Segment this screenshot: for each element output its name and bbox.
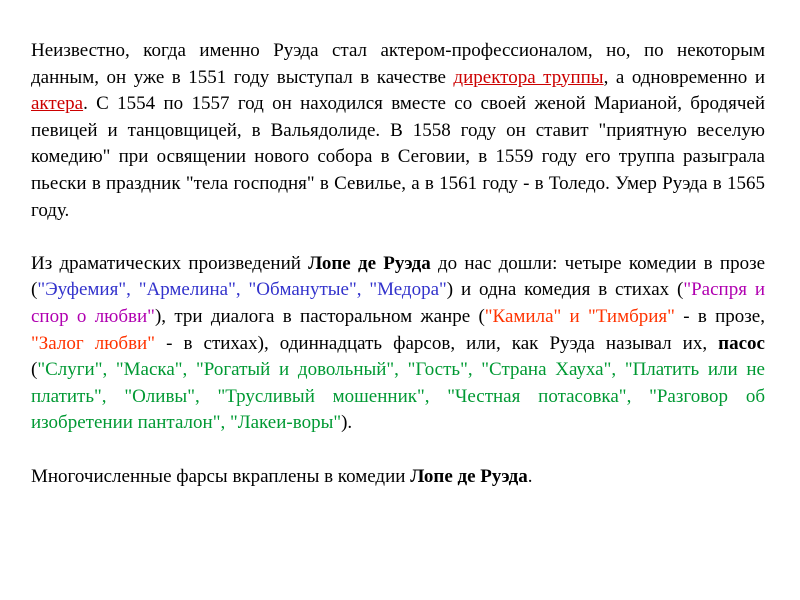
- paragraph-farces: [31, 464, 765, 491]
- works-text-1: Из драматических произведений: [31, 252, 309, 274]
- works-text-8: ).: [341, 412, 353, 434]
- slide-text-body: [31, 38, 765, 490]
- works-text-4: ), три диалога в пасторальном жанре (: [154, 305, 485, 327]
- biography-text-mid: , а одновременно и: [603, 66, 765, 88]
- works-text-7: (: [31, 359, 38, 381]
- prose-comedies-titles: "Эуфемия", "Армелина", "Обманутые", "Медора": [37, 279, 447, 301]
- works-text-6: - в стихах), одиннадцать фарсов, или, как Руэда называл их,: [154, 332, 719, 354]
- paragraph-gap: [31, 224, 765, 251]
- pastoral-prose-titles: "Камила" и "Тимбрия": [484, 305, 675, 327]
- farces-text-2: .: [527, 465, 533, 487]
- link-troupe-director[interactable]: директора труппы: [453, 66, 604, 88]
- pasos-titles-list: "Слуги", "Маска", "Рогатый и довольный", "Гость", "Страна Хауха", "Платить или не платить", "Оливы", "Трусливый мошенник", "Честная потасовка", "Разговор об изобретении панталон", "Лакеи-воры": [31, 359, 765, 434]
- works-text-3: ) и одна комедия в стихах (: [446, 279, 684, 301]
- author-name-bold: Лопе де Руэда: [308, 252, 431, 274]
- works-text-5: - в прозе,: [674, 305, 765, 327]
- paragraph-biography: [31, 38, 765, 224]
- works-text-2: до нас дошли: четыре комедии в прозе (: [31, 252, 766, 301]
- link-actor[interactable]: актера: [31, 93, 84, 115]
- verse-comedy-title: "Распря и спор о любви": [31, 279, 766, 327]
- pasos-word-bold: пасос: [718, 332, 765, 354]
- author-name-bold: Лопе де Руэда: [410, 465, 528, 487]
- farces-text-1: Многочисленные фарсы вкраплены в комедии: [31, 465, 411, 487]
- biography-text-start: Неизвестно, когда именно Руэда стал актером-профессионалом, но, по некоторым данным, он уже в 1551 году выступал в качестве: [31, 40, 765, 88]
- biography-text-end: . С 1554 по 1557 год он находился вместе со своей женой Марианой, бродячей певицей и танцовщицей, в Вальядолиде. В 1558 году он ставит "приятную веселую комедию" при освящении нового собора в Сеговии, в 1559 году его труппа разыграла пьески в праздник "тела господня" в Севилье, а в 1561 году - в Толедо. Умер Руэда в 1565 году.: [31, 93, 765, 221]
- paragraph-gap: [31, 437, 765, 464]
- paragraph-works: [31, 251, 765, 437]
- pastoral-verse-title: "Залог любви": [31, 332, 155, 354]
